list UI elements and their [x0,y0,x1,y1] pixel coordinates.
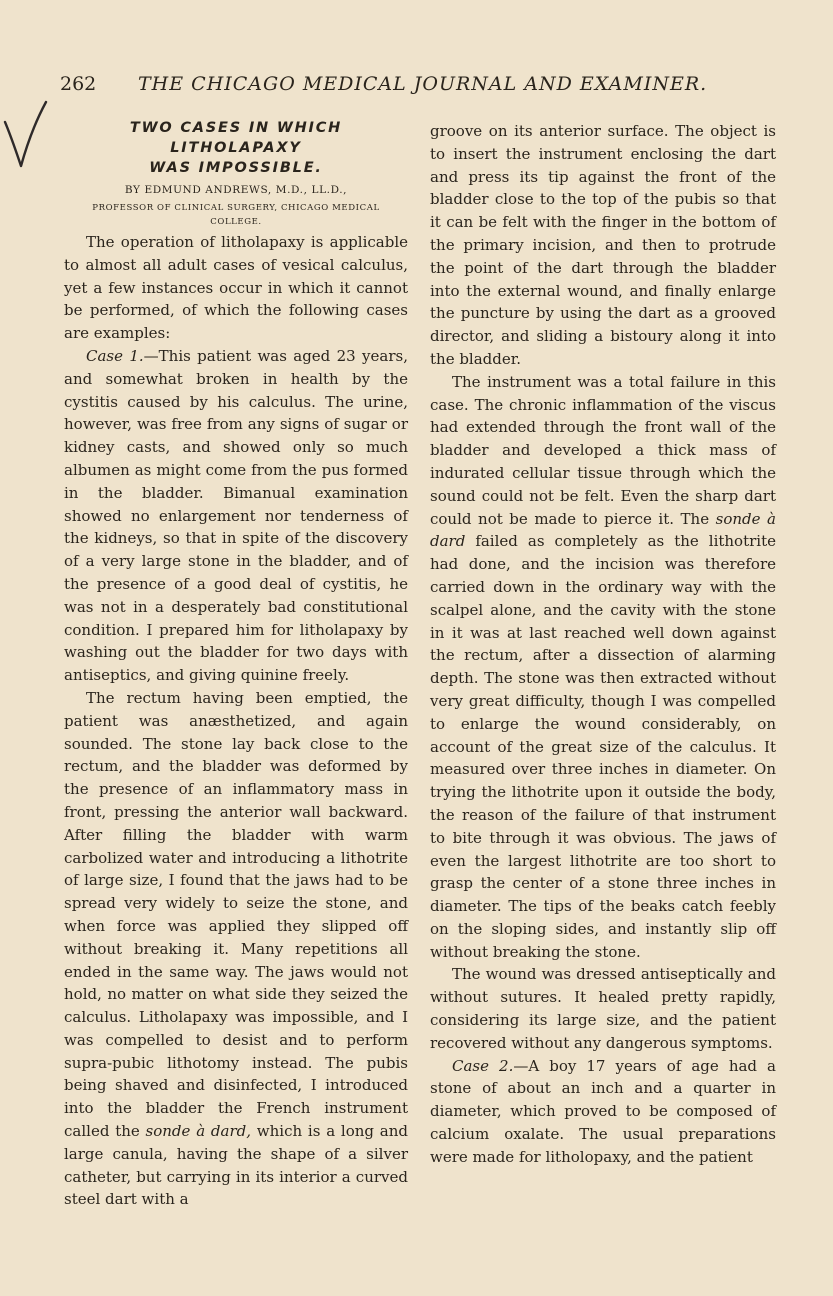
author-byline: BY EDMUND ANDREWS, M.D., LL.D., [124,184,348,196]
paragraph-operation [64,687,408,1211]
case2-label: Case 2. [452,1056,514,1075]
paragraph-failure [430,371,776,964]
sonde-term-2: sonde à dard [430,509,776,551]
case1-text: —This patient was aged 23 years, and somewhat broken in health by the cystitis caused by his calculus. The urine, however, was free from any signs of sugar or kidney casts, and showed only so much albumen as might come from the pus formed in the bladder. Bimanual examination showed no enlargement nor tenderness of the kidneys, so that in spite of the discovery of a very large stone in the bladder, and of the presence of a good deal of cystitis, he was not in a desperately bad constitutional condition. I prepared him for litholapaxy by washing out the bladder for two days with antiseptics, and giving quinine freely. [64,346,408,685]
paragraph-recovery: The wound was dressed antiseptically and without sutures. It healed pretty rapidly, considering its large size, and the patient recovered without any dangerous symptoms. [430,965,776,1052]
sonde-term: sonde à dard, [145,1122,252,1141]
handwritten-check-mark-icon [2,100,48,170]
right-column [430,120,776,1169]
operation-text-end: which is a long and large canula, having the shape of a silver catheter, but carrying in its interior a curved steel dart with a [64,1122,409,1209]
article-title-line1: TWO CASES IN WHICH LITHOLAPAXY [129,120,343,156]
paragraph-intro: The operation of litholapaxy is applicable to almost all adult cases of vesical calculus, yet a few instances occur in which it cannot be performed, of which the following cases are examples: [64,233,408,343]
author-affiliation [64,201,408,229]
failure-text: The instrument was a total failure in this case. The chronic inflammation of the viscus had extended through the front wall of the bladder and developed a thick mass of indurated cellular tissue through which the sound could not be felt. Even the sharp dart could not be made to pierce it. The [430,372,776,528]
paragraph-case1 [64,345,408,687]
case2-text: —A boy 17 years of age had a stone of about an inch and a quarter in diameter, which proved to be composed of calcium oxalate. The usual preparations were made for litholopaxy, and the patient [430,1056,777,1166]
running-head [60,72,708,96]
paragraph-continued: groove on its anterior surface. The object is to insert the instrument enclosing the dart and press its tip against the front of the bladder close to the top of the pubis so that it can be felt with the finger in the bottom of the primary incision, and then to protrude the point of the dart through the bladder into the external wound, and finally enlarge the puncture by using the dart as a grooved director, and sliding a bistoury along it into the bladder. [430,122,776,368]
paragraph-case2 [430,1055,776,1169]
article-title-line2: WAS IMPOSSIBLE. [149,160,323,176]
page-number: 262 [60,73,97,95]
left-column [64,118,408,1211]
operation-text: The rectum having been emptied, the patient was anæsthetized, and again sounded. The stone lay back close to the rectum, and the bladder was deformed by the presence of an inflammatory mass in front, pressing the anterior wall backward. After filling the bladder with warm carbolized water and introducing a lithotrite of large size, I found that the jaws had to be spread very widely to seize the stone, and when force was applied they slipped off without breaking it. Many repetitions all ended in the same way. The jaws would not hold, no matter on what side they seized the calculus. Litholapaxy was impossible, and I was compelled to desist and to perform supra-pubic lithotomy instead. The pubis being shaved and disinfected, I introduced into the bladder the French instrument called the [64,688,408,1141]
article-title [64,118,408,178]
case1-label: Case 1. [86,346,144,365]
journal-title: THE CHICAGO MEDICAL JOURNAL AND EXAMINER. [138,73,708,95]
failure-text-end: failed as completely as the lithotrite had done, and the incision was therefore carried down in the ordinary way with the scalpel alone, and the cavity with the stone in it was at last reached well down against the rectum, after a dissection of alarming depth. The stone was then extracted without very great difficulty, though I was compelled to enlarge the wound considerably, on account of the great size of the calculus. It measured over three inches in diameter. On trying the lithotrite upon it outside the body, the reason of the failure of that instrument to bite through it was obvious. The jaws of even the largest lithotrite are too short to grasp the center of a stone three inches in diameter. The tips of the beaks catch feebly on the sloping sides, and instantly slip off without breaking the stone. [430,532,776,961]
affiliation-line2: COLLEGE. [210,217,262,227]
affiliation-line1: PROFESSOR OF CLINICAL SURGERY, CHICAGO MEDICAL [92,203,380,213]
